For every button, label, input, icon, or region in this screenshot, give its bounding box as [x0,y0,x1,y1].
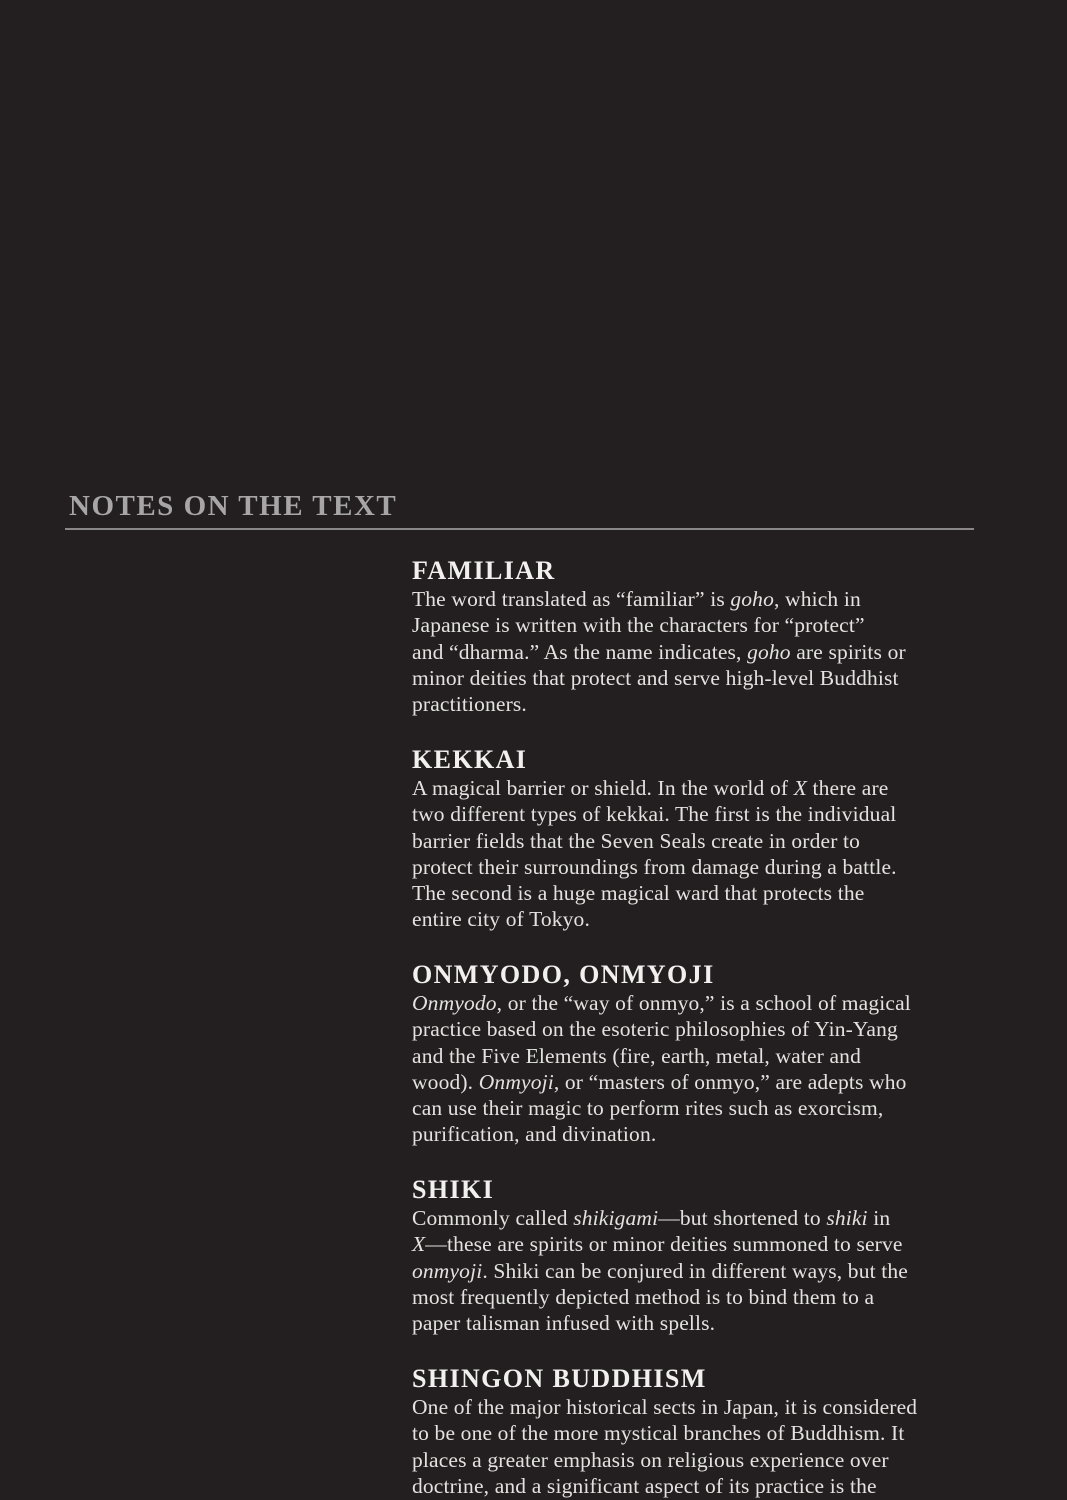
italic-term: onmyoji [412,1258,483,1283]
definition-line: paper talisman infused with spells. [412,1311,716,1336]
entry-definition [412,1394,917,1499]
definition-line: two different types of kekkai. The first is the individual [412,802,897,827]
definition-line: and the Five Elements (fire, earth, metal, water and [412,1043,861,1068]
entry-term: SHINGON BUDDHISM [412,1364,707,1393]
italic-term: Onmyodo [412,991,497,1015]
glossary-entry-shiki [412,1175,908,1336]
definition-line: entire city of Tokyo. [412,907,590,932]
entry-definition [412,775,897,933]
definition-line: Commonly called shikigami—but shortened to shiki in [412,1206,891,1230]
entry-definition [412,1205,908,1336]
heading-divider [65,528,974,530]
entry-term: FAMILIAR [412,556,556,585]
definition-line: doctrine, and a significant aspect of its practice is the [412,1473,877,1498]
definition-line: onmyoji. Shiki can be conjured in different ways, but the [412,1258,908,1283]
definition-line: Japanese is written with the characters for “protect” [412,613,865,638]
italic-term: goho [730,587,774,611]
definition-line: barrier fields that the Seven Seals create in order to [412,828,861,853]
italic-term: X [793,776,807,800]
definition-line: minor deities that protect and serve high-level Buddhist [412,665,899,690]
definition-line: A magical barrier or shield. In the world of X there are [412,776,889,800]
section-heading: NOTES ON THE TEXT [69,490,398,522]
italic-term: shiki [826,1206,868,1230]
entry-term: ONMYODO, ONMYOJI [412,960,715,989]
definition-line: practitioners. [412,692,527,717]
definition-line: X—these are spirits or minor deities summoned to serve [412,1232,903,1257]
glossary-entry-kekkai [412,745,897,933]
definition-line: most frequently depicted method is to bind them to a [412,1284,875,1309]
definition-line: One of the major historical sects in Japan, it is considered [412,1395,918,1419]
definition-line: and “dharma.” As the name indicates, goho are spirits or [412,639,906,664]
italic-term: Onmyoji [478,1069,554,1094]
entry-definition [412,586,906,717]
entry-definition [412,990,911,1148]
definition-line: can use their magic to perform rites such as exorcism, [412,1096,884,1121]
definition-line: The word translated as “familiar” is goho, which in [412,587,861,611]
definition-line: Onmyodo, or the “way of onmyo,” is a school of magical [412,991,911,1015]
italic-term: X [412,1232,426,1257]
glossary-entry-familiar [412,556,906,717]
entry-term: SHIKI [412,1175,495,1204]
italic-term: goho [747,639,791,664]
definition-line: purification, and divination. [412,1122,657,1147]
glossary-entry-shingon-buddhism [412,1364,917,1499]
definition-line: protect their surroundings from damage during a battle. [412,854,897,879]
definition-line: practice based on the esoteric philosophies of Yin-Yang [412,1017,898,1042]
glossary-entry-onmyodo [412,960,911,1148]
definition-line: The second is a huge magical ward that protects the [412,881,865,906]
definition-line: places a greater emphasis on religious experience over [412,1447,889,1472]
italic-term: shikigami [573,1206,659,1230]
entry-term: KEKKAI [412,745,528,774]
definition-line: wood). Onmyoji, or “masters of onmyo,” are adepts who [412,1069,907,1094]
definition-line: to be one of the more mystical branches of Buddhism. It [412,1421,905,1446]
